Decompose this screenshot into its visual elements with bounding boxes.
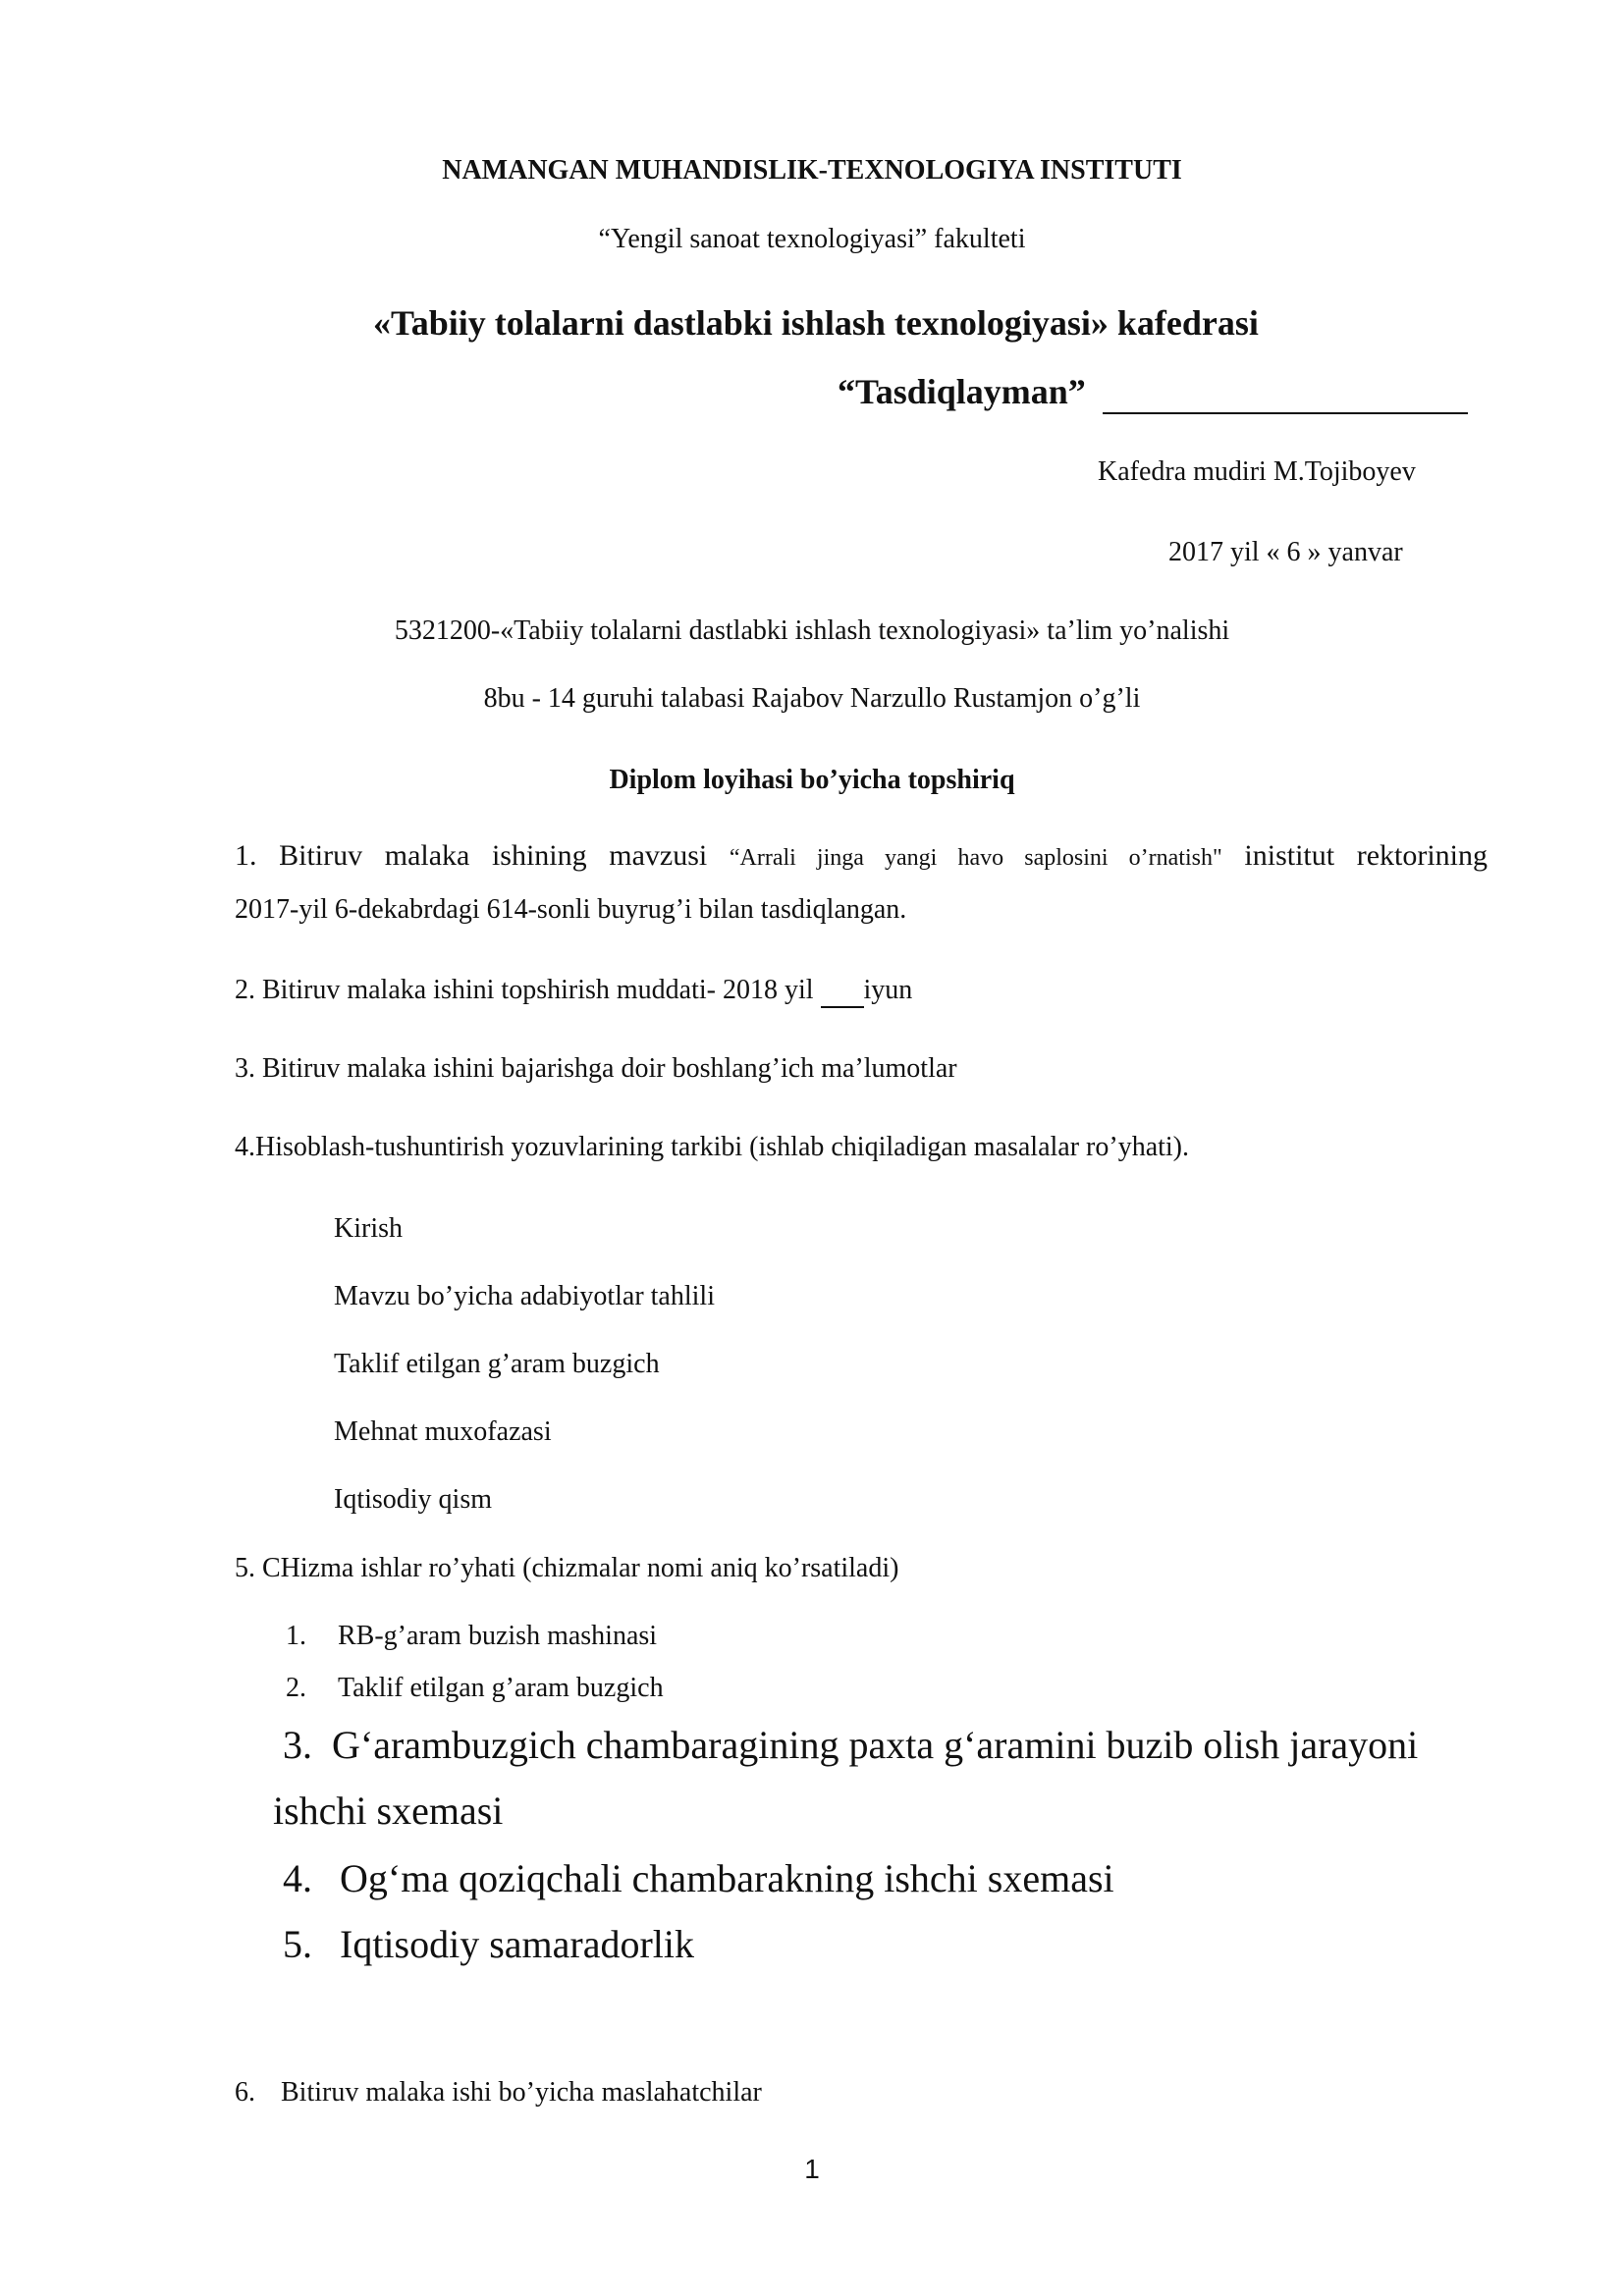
drawing-item: Og‘ma qoziqchali chambarakning ishchi sxemasi <box>340 1856 1114 1900</box>
item-5-heading: 5. CHizma ishlar ro’yhati (chizmalar nomi aniq ko’rsatiladi) <box>235 1553 899 1583</box>
drawing-item: Taklif etilgan g’aram buzgich <box>338 1673 664 1703</box>
faculty-name: “Yengil sanoat texnologiyasi” fakulteti <box>598 224 1026 254</box>
section-item: Mehnat muxofazasi <box>334 1416 552 1447</box>
section-item: Mavzu bo’yicha adabiyotlar tahlili <box>334 1281 715 1311</box>
item-1-topic: “Arrali jinga yangi havo saplosini o’rnatish" <box>729 845 1222 871</box>
item-4-heading: 4.Hisoblash-tushuntirish yozuvlarining tarkibi (ishlab chiqiladigan masalalar ro’yhati). <box>235 1132 1190 1162</box>
student-info: 8bu - 14 guruhi talabasi Rajabov Narzullo Rustamjon o’g’li <box>483 683 1141 714</box>
document-title: Diplom loyihasi bo’yicha topshiriq <box>609 765 1015 795</box>
item-1-suffix: inistitut rektorining <box>1244 839 1489 872</box>
drawing-number: 1. <box>286 1621 306 1651</box>
item-2 <box>235 975 912 1008</box>
drawing-item: RB-g’aram buzish mashinasi <box>338 1621 658 1651</box>
approval-date: 2017 yil « 6 » yanvar <box>1168 537 1403 567</box>
item-1-line-1 <box>235 839 1488 873</box>
institute-name: NAMANGAN MUHANDISLIK-TEXNOLOGIYA INSTITUTI <box>442 155 1182 186</box>
section-item: Kirish <box>334 1213 403 1244</box>
drawing-item-continuation: ishchi sxemasi <box>273 1789 504 1833</box>
approval-block <box>838 371 1468 414</box>
drawing-number: 4. <box>283 1856 312 1900</box>
item-2-month: iyun <box>863 975 913 1005</box>
item-6-number: 6. <box>235 2077 255 2108</box>
item-2-text: 2. Bitiruv malaka ishini topshirish muddati- 2018 yil <box>235 975 814 1005</box>
item-1-prefix: 1. Bitiruv malaka ishining mavzusi <box>235 839 708 872</box>
page-number: 1 <box>804 2154 820 2184</box>
approval-label: “Tasdiqlayman” <box>838 372 1086 411</box>
drawing-number: 3. <box>283 1723 312 1767</box>
drawing-item: Iqtisodiy samaradorlik <box>340 1922 695 1966</box>
department-head: Kafedra mudiri M.Tojiboyev <box>1098 456 1416 487</box>
section-item: Taklif etilgan g’aram buzgich <box>334 1349 660 1379</box>
drawing-number: 2. <box>286 1673 306 1703</box>
signature-line <box>1103 371 1468 414</box>
item-6-text: Bitiruv malaka ishi bo’yicha maslahatchilar <box>281 2077 762 2108</box>
item-1-line-2: 2017-yil 6-dekabrdagi 614-sonli buyrug’i bilan tasdiqlangan. <box>235 894 907 925</box>
drawing-item: G‘arambuzgich chambaragining paxta g‘aramini buzib olish jarayoni <box>332 1723 1419 1767</box>
drawing-number: 5. <box>283 1922 312 1966</box>
section-item: Iqtisodiy qism <box>334 1484 493 1515</box>
department-name: «Tabiiy tolalarni dastlabki ishlash texnologiyasi» kafedrasi <box>373 303 1259 343</box>
item-2-blank <box>821 975 864 1008</box>
specialty: 5321200-«Tabiiy tolalarni dastlabki ishlash texnologiyasi» ta’lim yo’nalishi <box>394 615 1230 646</box>
item-3: 3. Bitiruv malaka ishini bajarishga doir boshlang’ich ma’lumotlar <box>235 1053 957 1084</box>
